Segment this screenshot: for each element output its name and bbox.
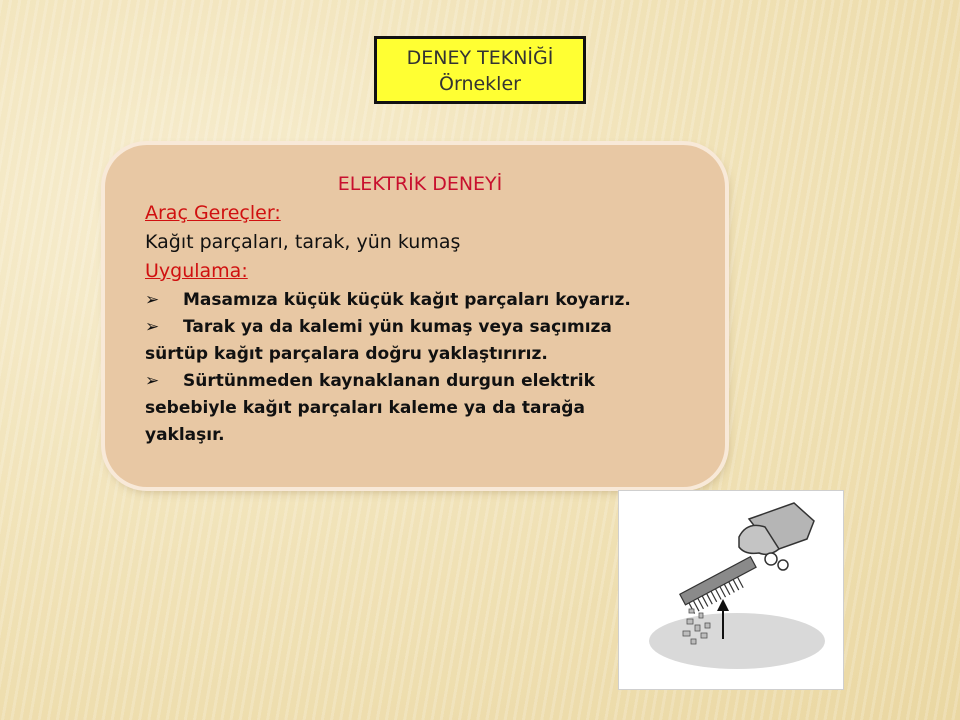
bullet-arrow-icon: ➢ <box>145 371 160 391</box>
bullet-item <box>145 287 695 314</box>
bullet-item <box>145 314 695 341</box>
materials-heading: Araç Gereçler: <box>145 202 281 224</box>
slide-title-box <box>374 36 586 104</box>
experiment-illustration <box>618 490 844 690</box>
bullet-continuation: sürtüp kağıt parçalara doğru yaklaştırırız. <box>145 344 548 364</box>
application-heading: Uygulama: <box>145 260 248 282</box>
bullet-text: Sürtünmeden kaynaklanan durgun elektrik <box>183 371 595 391</box>
bullet-text: Masamıza küçük küçük kağıt parçaları koyarız. <box>183 290 631 310</box>
bullet-text: Tarak ya da kalemi yün kumaş veya saçımıza <box>183 317 612 337</box>
bullet-arrow-icon: ➢ <box>145 290 160 310</box>
slide-title: DENEY TEKNİĞİ <box>406 47 554 69</box>
bullet-continuation: sebebiyle kağıt parçaları kaleme ya da tarağa <box>145 398 585 418</box>
bullet-arrow-icon: ➢ <box>145 317 160 337</box>
hand-comb-paper-illustration <box>619 491 843 689</box>
slide-subtitle: Örnekler <box>439 73 521 95</box>
experiment-title: ELEKTRİK DENEYİ <box>337 173 503 195</box>
bullet-item <box>145 368 695 395</box>
materials-text: Kağıt parçaları, tarak, yün kumaş <box>145 231 461 253</box>
application-bullets <box>145 287 695 449</box>
bullet-continuation: yaklaşır. <box>145 425 225 445</box>
experiment-card <box>105 145 725 487</box>
